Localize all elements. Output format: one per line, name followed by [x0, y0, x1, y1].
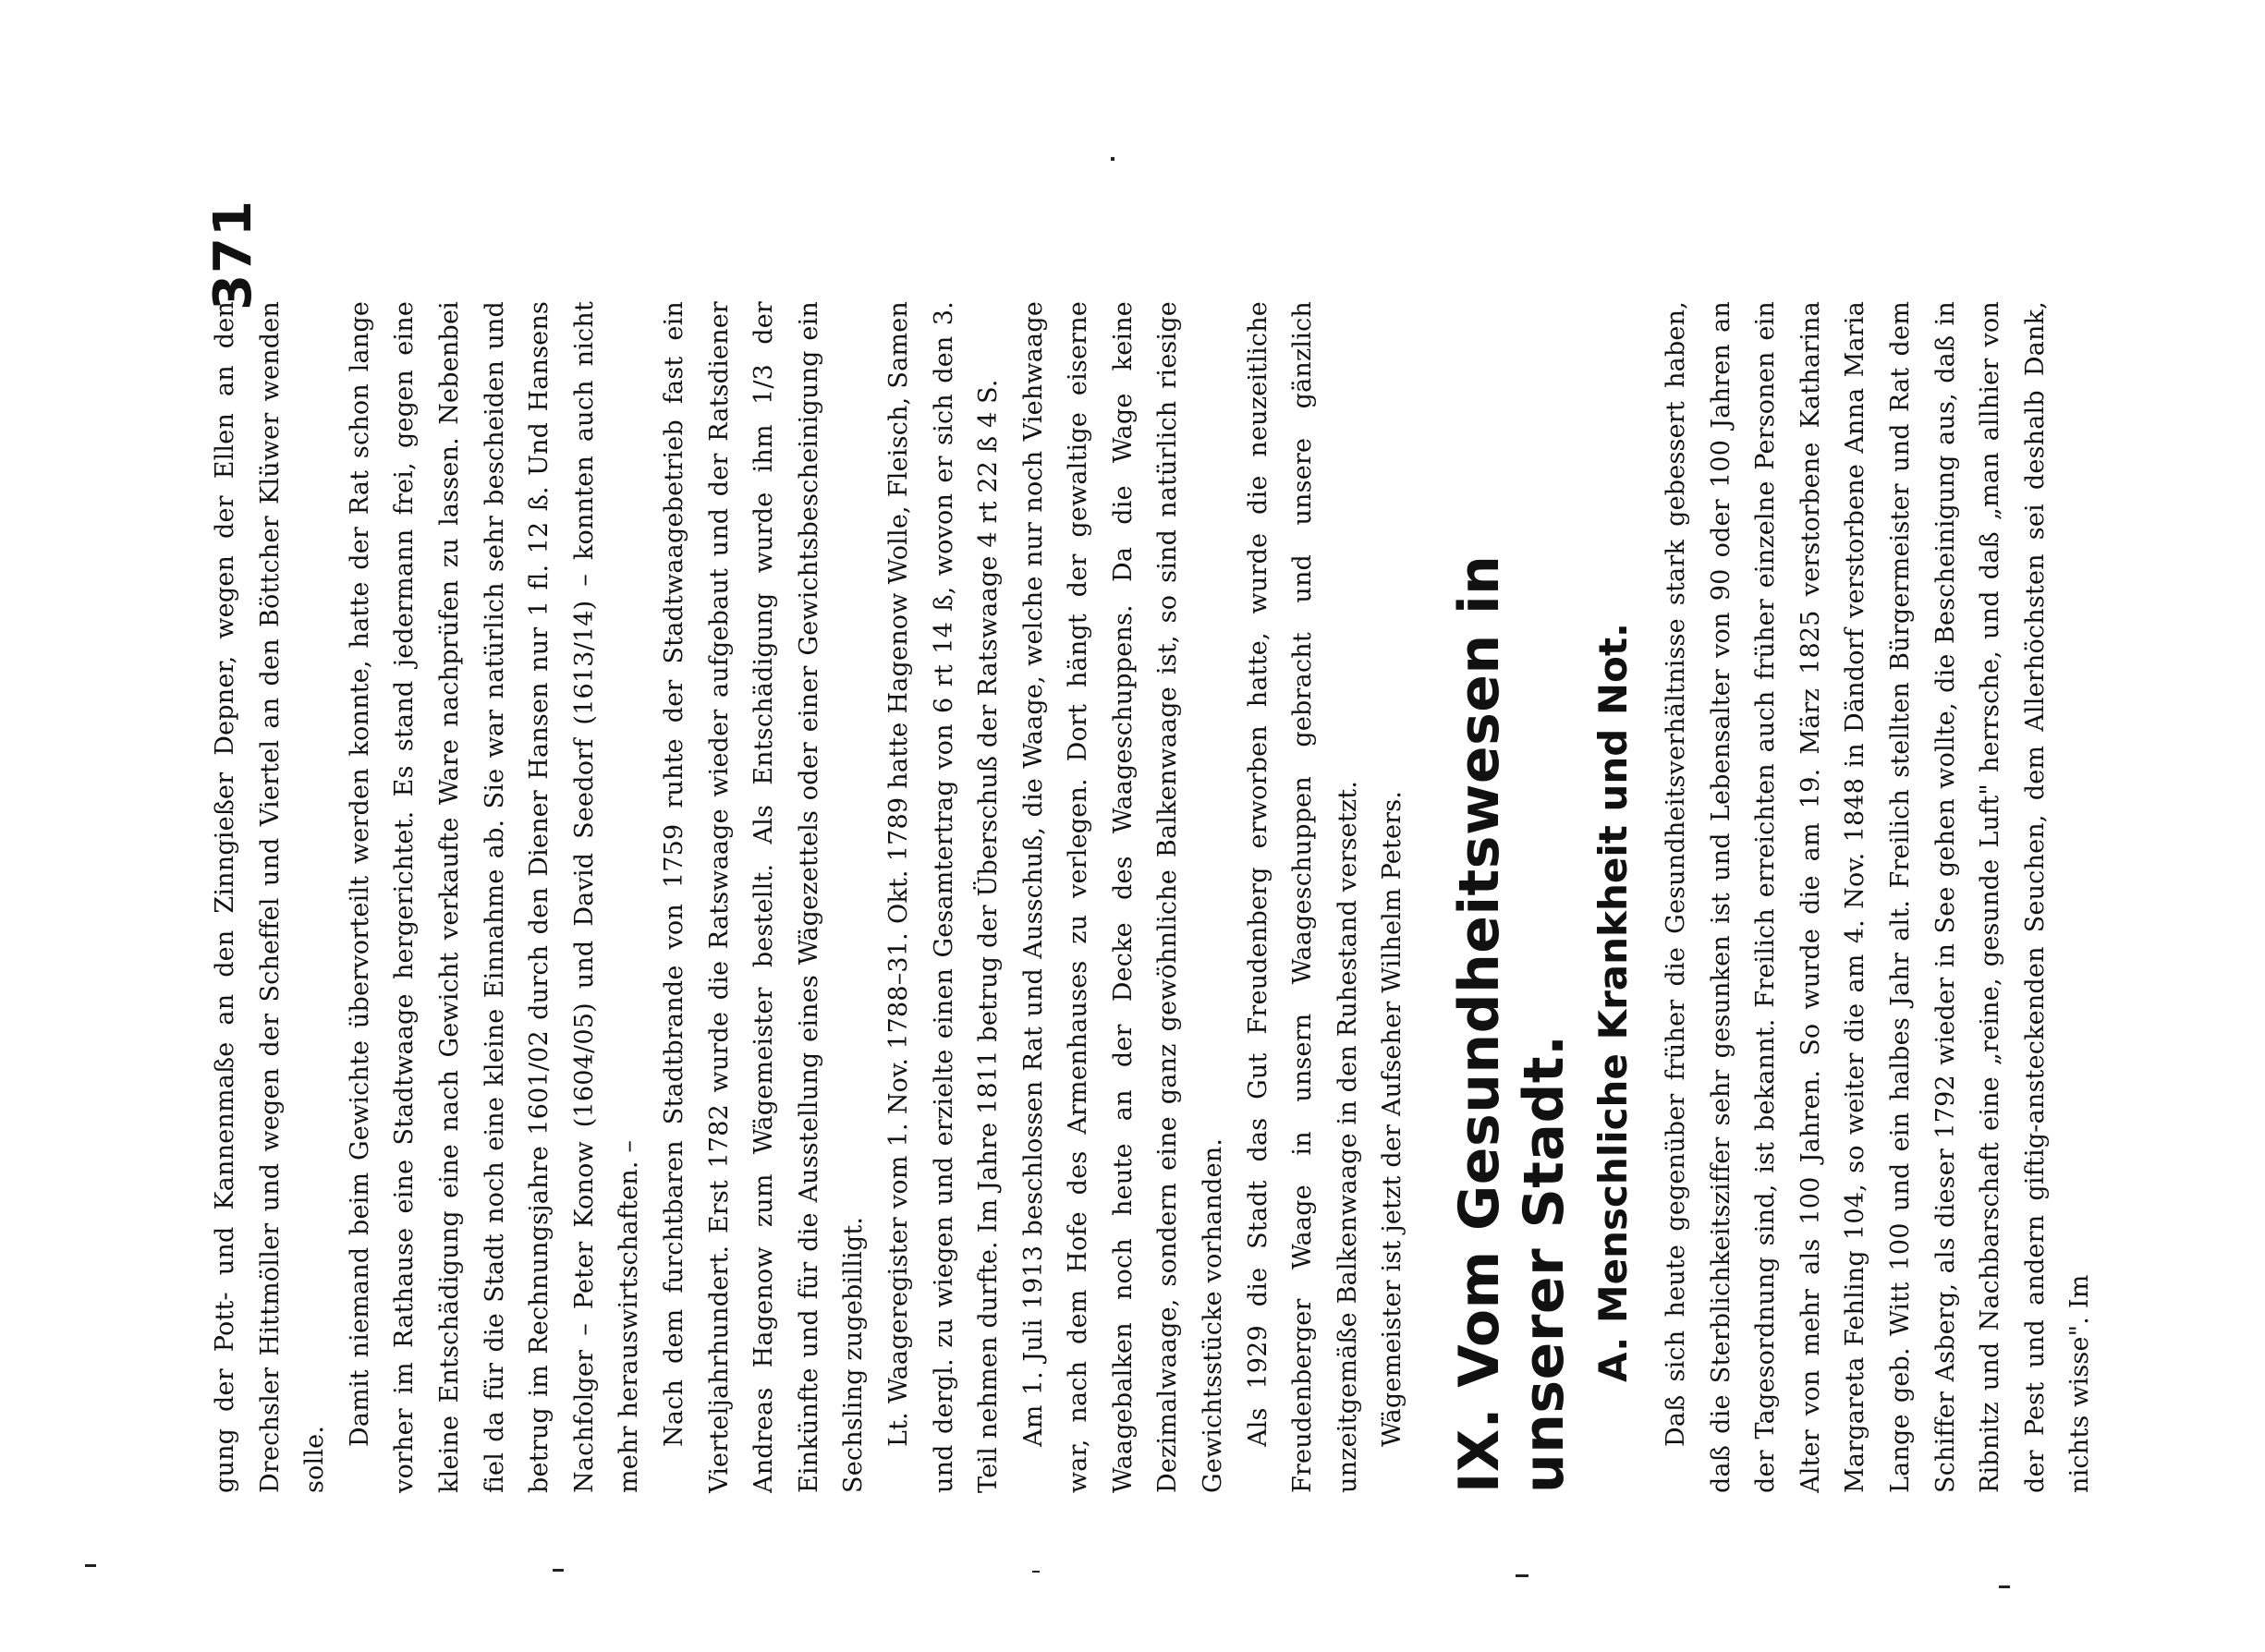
paragraph-3: Nach dem furchtbaren Stadtbrande von 1759 ruhte der Stadtwaagebetrieb fast ein Vierteljahrhundert. Erst 1782 wurde die Ratswaage wieder aufgebaut und der Ratsdiener Andreas Hagenow zum Wägemeister bestellt. Als Entschädigung wurde ihm 1/3 der Einkünfte und für die Ausstellung eines Wägezettels oder einer Gewichtsbescheinigung ein Sechsling zugebilligt.	[659, 301, 869, 1493]
paragraph-5: Am 1. Juli 1913 beschlossen Rat und Ausschuß, die Waage, welche nur noch Viehwaage war, nach dem Hofe des Armenhauses zu verlegen. Dort hängt der gewaltige eiserne Waagebalken noch heute an der Decke des Waageschuppens. Da die Wage keine Dezimalwaage, sondern eine ganz gewöhnliche Balkenwaage ist, so sind natürlich riesige Gewichtsstücke vorhanden.	[1018, 301, 1228, 1493]
paragraph-2: Damit niemand beim Gewichte übervorteilt werden konnte, hatte der Rat schon lange vorher im Rathause eine Stadtwaage hergerichtet. Es stand jedermann frei, gegen eine kleine Entschädigung eine nach Gewicht verkaufte Ware nachprüfen zu lassen. Nebenbei fiel da für die Stadt noch eine kleine Einnahme ab. Sie war natürlich sehr bescheiden und betrug im Rechnungsjahre 1601/02 durch den Diener Hansen nur 1 fl. 12 ß. Und Hansens Nachfolger – Peter Konow (1604/05) und David Seedorf (1613/14) – konnten auch nicht mehr herauswirtschaften. –	[345, 301, 644, 1493]
speck	[1999, 1585, 2010, 1588]
text-block	[203, 301, 2103, 1493]
section-title: A. Menschliche Krankheit und Not.	[1590, 623, 1637, 1382]
paragraph-4: Lt. Waageregister vom 1. Nov. 1788–31. Okt. 1789 hatte Hagenow Wolle, Fleisch, Samen und dergl. zu wiegen und erzielte einen Gesamtertrag von 6 rt 14 ß, wovon er sich den 3. Teil nehmen durfte. Im Jahre 1811 betrug der Überschuß der Ratswaage 4 rt 22 ß 4 S.	[883, 301, 1004, 1493]
rotated-book-page	[203, 200, 2095, 1493]
speck	[1032, 1571, 1040, 1573]
speck	[1111, 157, 1114, 161]
page-number: 371	[203, 200, 263, 310]
paragraph-1: gung der Pott- und Kannenmaße an den Zinngießer Depner, wegen der Ellen an den Drechsler Hittmöller und wegen der Scheffel und Viertel an den Böttcher Klüwer wenden solle.	[211, 301, 330, 1493]
speck	[1516, 1574, 1528, 1577]
speck	[85, 1564, 96, 1567]
speck	[553, 1569, 564, 1572]
paragraph-7: Wägemeister ist jetzt der Aufseher Wilhelm Peters.	[1378, 790, 1407, 1447]
paragraph-6: Als 1929 die Stadt das Gut Freudenberg erworben hatte, wurde die neuzeitliche Freudenberger Waage in unsern Waageschuppen gebracht und unsere gänzlich unzeitgemäße Balkenwaage in den Ruhestand versetzt.	[1243, 301, 1362, 1493]
paragraph-8: Daß sich heute gegenüber früher die Gesundheitsverhältnisse stark gebessert haben, daß die Sterblichkeitsziffer sehr gesunken ist und Lebensalter von 90 oder 100 Jahren an der Tagesordnung sind, ist bekannt. Freilich erreichten auch früher einzelne Personen ein Alter von mehr als 100 Jahren. So wurde die am 19. März 1825 verstorbene Katharina Margareta Fehling 104, so weiter die am 4. Nov. 1848 in Dändorf verstorbene Anna Maria Lange geb. Witt 100 und ein halbes Jahr alt. Freilich stellten Bürgermeister und Rat dem Schiffer Asberg, als dieser 1792 wieder in See gehen wollte, die Bescheinigung aus, daß in Ribnitz und Nachbarschaft eine „reine, gesunde Luft" herrsche, und daß „man allhier von der Pest und andern giftig-ansteckenden Seuchen, dem Allerhöchsten sei deshalb Dank, nichts wisse". Im	[1662, 301, 2095, 1493]
chapter-title: IX. Vom Gesundheitswesen in unserer Stadt.	[1447, 554, 1577, 1493]
